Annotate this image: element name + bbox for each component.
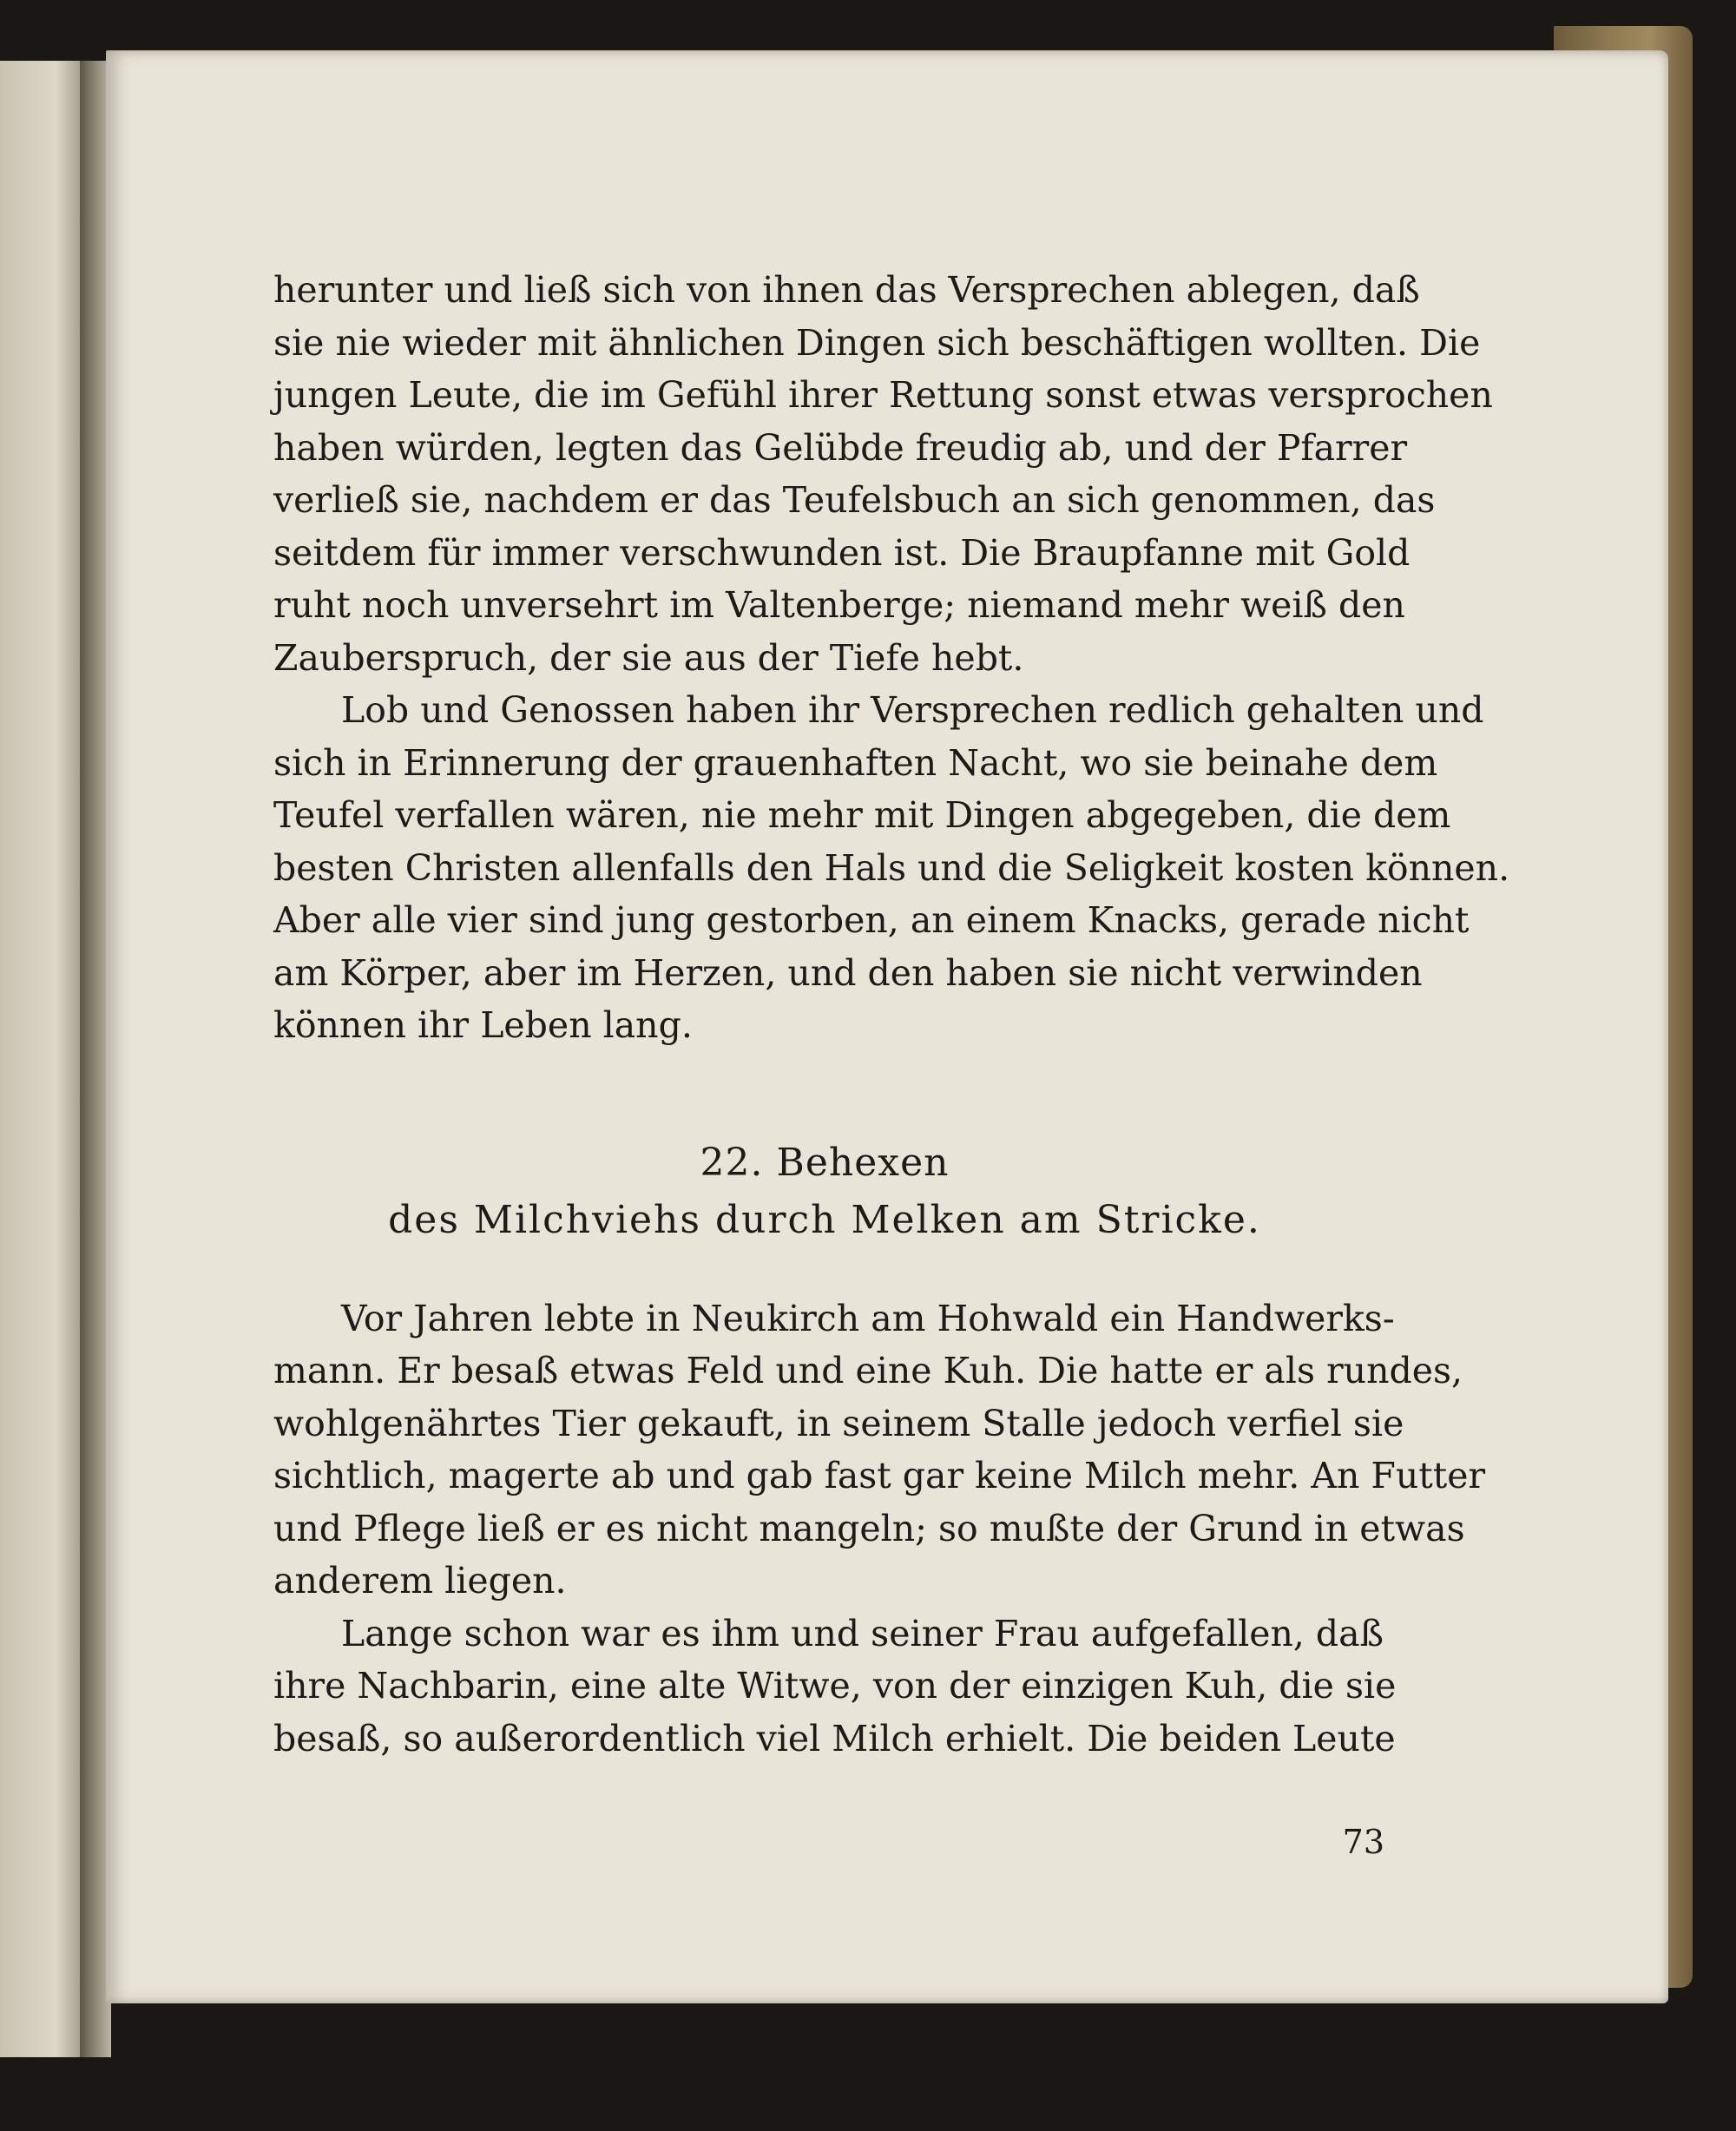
text-line: herunter und ließ sich von ihnen das Versprechen ablegen, daß [273, 269, 1420, 311]
paragraph-2 [273, 684, 1510, 1052]
paragraph-4 [273, 1608, 1397, 1766]
text-line: haben würden, legten das Gelübde freudig ab, und der Pfarrer [273, 426, 1408, 469]
text-line: sich in Erinnerung der grauenhaften Nacht, wo sie beinahe dem [273, 741, 1438, 784]
chapter-subtitle: des Milchviehs durch Melken am Stricke. [388, 1197, 1261, 1242]
paragraph-1 [273, 264, 1493, 684]
text-line: wohlgenährtes Tier gekauft, in seinem Stalle jedoch verfiel sie [273, 1402, 1404, 1444]
previous-page-edge [0, 61, 80, 2057]
text-line: Lange schon war es ihm und seiner Frau aufgefallen, daß [341, 1612, 1384, 1654]
text-line: ihre Nachbarin, eine alte Witwe, von der einzigen Kuh, die sie [273, 1665, 1397, 1707]
text-line: Zauberspruch, der sie aus der Tiefe hebt. [273, 636, 1024, 679]
text-line: besten Christen allenfalls den Hals und die Seligkeit kosten können. [273, 846, 1510, 889]
text-line: sichtlich, magerte ab und gab fast gar keine Milch mehr. An Futter [273, 1455, 1486, 1496]
text-line: ruht noch unversehrt im Valtenberge; niemand mehr weiß den [273, 584, 1405, 626]
text-line: jungen Leute, die im Gefühl ihrer Rettung sonst etwas versprochen [273, 374, 1493, 416]
text-line: sie nie wieder mit ähnlichen Dingen sich beschäftigen wollten. Die [273, 321, 1481, 364]
page-text [273, 264, 1510, 1765]
text-line: Lob und Genossen haben ihr Versprechen redlich gehalten und [341, 689, 1484, 731]
paragraph-3 [273, 1292, 1486, 1608]
text-line: verließ sie, nachdem er das Teufelsbuch an sich genommen, das [273, 479, 1436, 521]
text-line: anderem liegen. [273, 1560, 567, 1602]
text-line: Teufel verfallen wären, nie mehr mit Dingen abgegeben, die dem [273, 794, 1451, 836]
text-line: mann. Er besaß etwas Feld und eine Kuh. Die hatte er als rundes, [273, 1350, 1463, 1391]
chapter-heading [273, 1135, 1376, 1249]
page-number: 73 [1342, 1823, 1384, 1861]
text-line: seitdem für immer verschwunden ist. Die Braupfanne mit Gold [273, 531, 1410, 574]
chapter-title: 22. Behexen [700, 1140, 950, 1185]
text-line: am Körper, aber im Herzen, und den haben sie nicht verwinden [273, 951, 1423, 994]
text-line: können ihr Leben lang. [273, 1004, 693, 1046]
text-line: Aber alle vier sind jung gestorben, an einem Knacks, gerade nicht [273, 899, 1470, 941]
text-line: Vor Jahren lebte in Neukirch am Hohwald ein Handwerks- [341, 1297, 1395, 1339]
text-line: und Pflege ließ er es nicht mangeln; so mußte der Grund in etwas [273, 1507, 1465, 1549]
text-line: besaß, so außerordentlich viel Milch erhielt. Die beiden Leute [273, 1717, 1396, 1759]
